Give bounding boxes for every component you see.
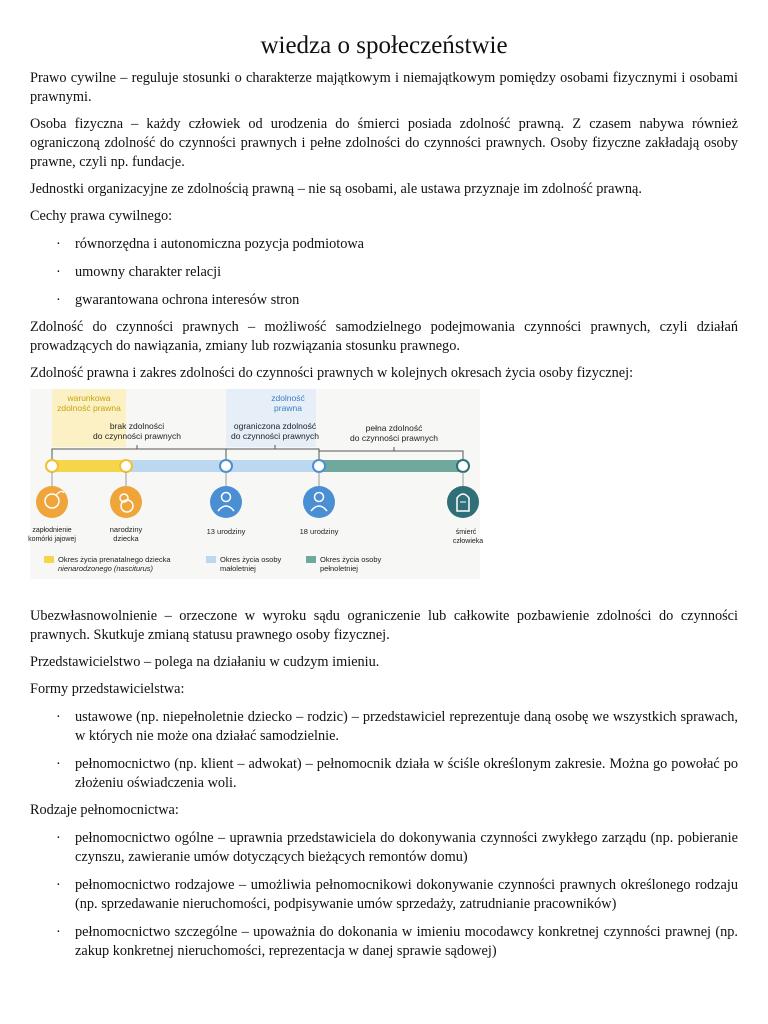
milestone-death-2: człowieka (452, 538, 484, 545)
paragraph-civil-law: Prawo cywilne – reguluje stosunki o charakterze majątkowym i niemajątkowym pomiędzy osobami fizycznymi i osobami prawnymi. (30, 70, 738, 105)
page-title: wiedza o społeczeństwie (260, 32, 508, 59)
legend-swatch-minor (206, 556, 216, 563)
egg-cell-icon (36, 486, 68, 518)
node-conception (46, 460, 58, 472)
milestone-death-1: śmierć (455, 529, 477, 536)
limited-capacity-label-1: ograniczona zdolność (233, 421, 317, 431)
paragraph-capacity: Zdolność do czynności prawnych – możliwość samodzielnego podejmowania czynności prawnych, czyli działań prowadzących do nawiązania, zmiany lub rozwiązania stosunku prawnego. (30, 319, 738, 354)
legend-swatch-adult (306, 556, 316, 563)
milestone-birth-1: narodziny (109, 525, 143, 534)
list-item: · pełnomocnictwo ogólne – uprawnia przedstawiciela do dokonywania czynności zwykłego zarządu (np. pobieranie czynszu, zawieranie umów dotyczących bieżących remontów domu) (56, 830, 738, 865)
limited-capacity-label-2: do czynności prawnych (231, 431, 319, 441)
teen-person-icon (210, 486, 242, 518)
milestone-conception-1: zapłodnienie (32, 527, 72, 534)
paragraph-representation: Przedstawicielstwo – polega na działaniu w cudzym imieniu. (30, 654, 380, 670)
list-item: · pełnomocnictwo (np. klient – adwokat) – pełnomocnik działa w ściśle określonym zakresie. Można go powołać po złożeniu oświadczenia woli. (56, 756, 738, 791)
forms-heading: Formy przedstawicielstwa: (30, 681, 185, 697)
legend-swatch-prenatal (44, 556, 54, 563)
timeline-svg (28, 389, 484, 579)
milestone-18: 18 urodziny (299, 527, 339, 536)
bullet-icon: · (56, 877, 61, 893)
document-body (0, 69, 768, 961)
baby-icon (110, 486, 142, 518)
bullet-icon: · (56, 756, 61, 772)
forms-list (30, 708, 738, 793)
milestone-conception-2: komórki jajowej (28, 536, 76, 543)
paragraph-diagram-intro: Zdolność prawna i zakres zdolności do czynności prawnych w kolejnych okresach życia osoby fizycznej: (30, 365, 634, 381)
bullet-icon: · (56, 830, 61, 846)
legend-adult-1: Okres życia osoby (320, 555, 382, 564)
list-item: · ustawowe (np. niepełnoletnie dziecko – rodzic) – przedstawiciel reprezentuje daną osobę we wszystkich sprawach, w których nie może ona działać samodzielnie. (56, 709, 738, 744)
legal-label-1: zdolność (271, 393, 305, 403)
features-list (30, 235, 738, 310)
bullet-icon: · (56, 709, 61, 725)
types-heading: Rodzaje pełnomocnictwa: (30, 802, 179, 818)
full-capacity-label-2: do czynności prawnych (350, 433, 438, 443)
node-18 (313, 460, 325, 472)
timeline-adult (319, 460, 463, 472)
node-birth (120, 460, 132, 472)
list-item: · pełnomocnictwo rodzajowe – umożliwia pełnomocnikowi dokonywanie czynności prawnych określonego rodzaju (np. sprzedawanie nieruchomości, podpisywanie umów sprzedaży, zatrudnianie pracowników) (56, 877, 738, 912)
node-death (457, 460, 469, 472)
legend-minor-1: Okres życia osoby (220, 555, 282, 564)
gravestone-icon (447, 486, 479, 518)
features-heading: Cechy prawa cywilnego: (30, 208, 173, 224)
bullet-icon: · (56, 924, 61, 940)
legend-prenatal-1: Okres życia prenatalnego dziecka (58, 555, 171, 564)
bullet-icon: · (56, 236, 61, 252)
timeline-prenatal (52, 460, 126, 472)
list-item: · gwarantowana ochrona interesów stron (56, 292, 300, 308)
types-list (30, 829, 738, 961)
no-capacity-label-1: brak zdolności (109, 421, 165, 431)
legend-adult-2: pełnoletniej (320, 564, 358, 573)
list-item: · równorzędna i autonomiczna pozycja podmiotowa (56, 236, 365, 252)
full-capacity-label-1: pełna zdolność (365, 423, 423, 433)
legal-capacity-diagram (28, 389, 484, 579)
adult-person-icon (303, 486, 335, 518)
no-capacity-label-2: do czynności prawnych (93, 431, 181, 441)
conditional-label-2: zdolność prawna (57, 403, 121, 413)
paragraph-org-units: Jednostki organizacyjne ze zdolnością prawną – nie są osobami, ale ustawa przyznaje im zdolność prawną. (30, 181, 642, 197)
paragraph-natural-person: Osoba fizyczna – każdy człowiek od urodzenia do śmierci posiada zdolność prawną. Z czasem nabywa również ograniczoną zdolność do czynności prawnych i pełne zdolności do czynności prawnych. Osoby fizyczne zakładają osoby prawne, czyli np. fundacje. (30, 116, 738, 170)
conditional-label-1: warunkowa (67, 393, 111, 403)
bullet-icon: · (56, 292, 61, 308)
milestone-birth-2: dziecka (113, 534, 139, 543)
legend-minor-2: małoletniej (220, 564, 256, 573)
bullet-icon: · (56, 264, 61, 280)
legend-prenatal-2: nienarodzonego (nasciturus) (58, 564, 154, 573)
legal-label-2: prawna (274, 403, 302, 413)
node-13 (220, 460, 232, 472)
list-item: · pełnomocnictwo szczególne – upoważnia do dokonania w imieniu mocodawcy konkretnej czynności prawnej (np. zakup konkretnej nieruchomości, reprezentacja w danej sprawie sądowej) (56, 924, 738, 959)
milestone-13: 13 urodziny (206, 527, 246, 536)
paragraph-incapacitation: Ubezwłasnowolnienie – orzeczone w wyroku sądu ograniczenie lub całkowite pozbawienie zdolności do czynności prawnych. Skutkuje zmianą statusu prawnego osoby fizycznej. (30, 608, 738, 643)
list-item: · umowny charakter relacji (56, 264, 222, 280)
